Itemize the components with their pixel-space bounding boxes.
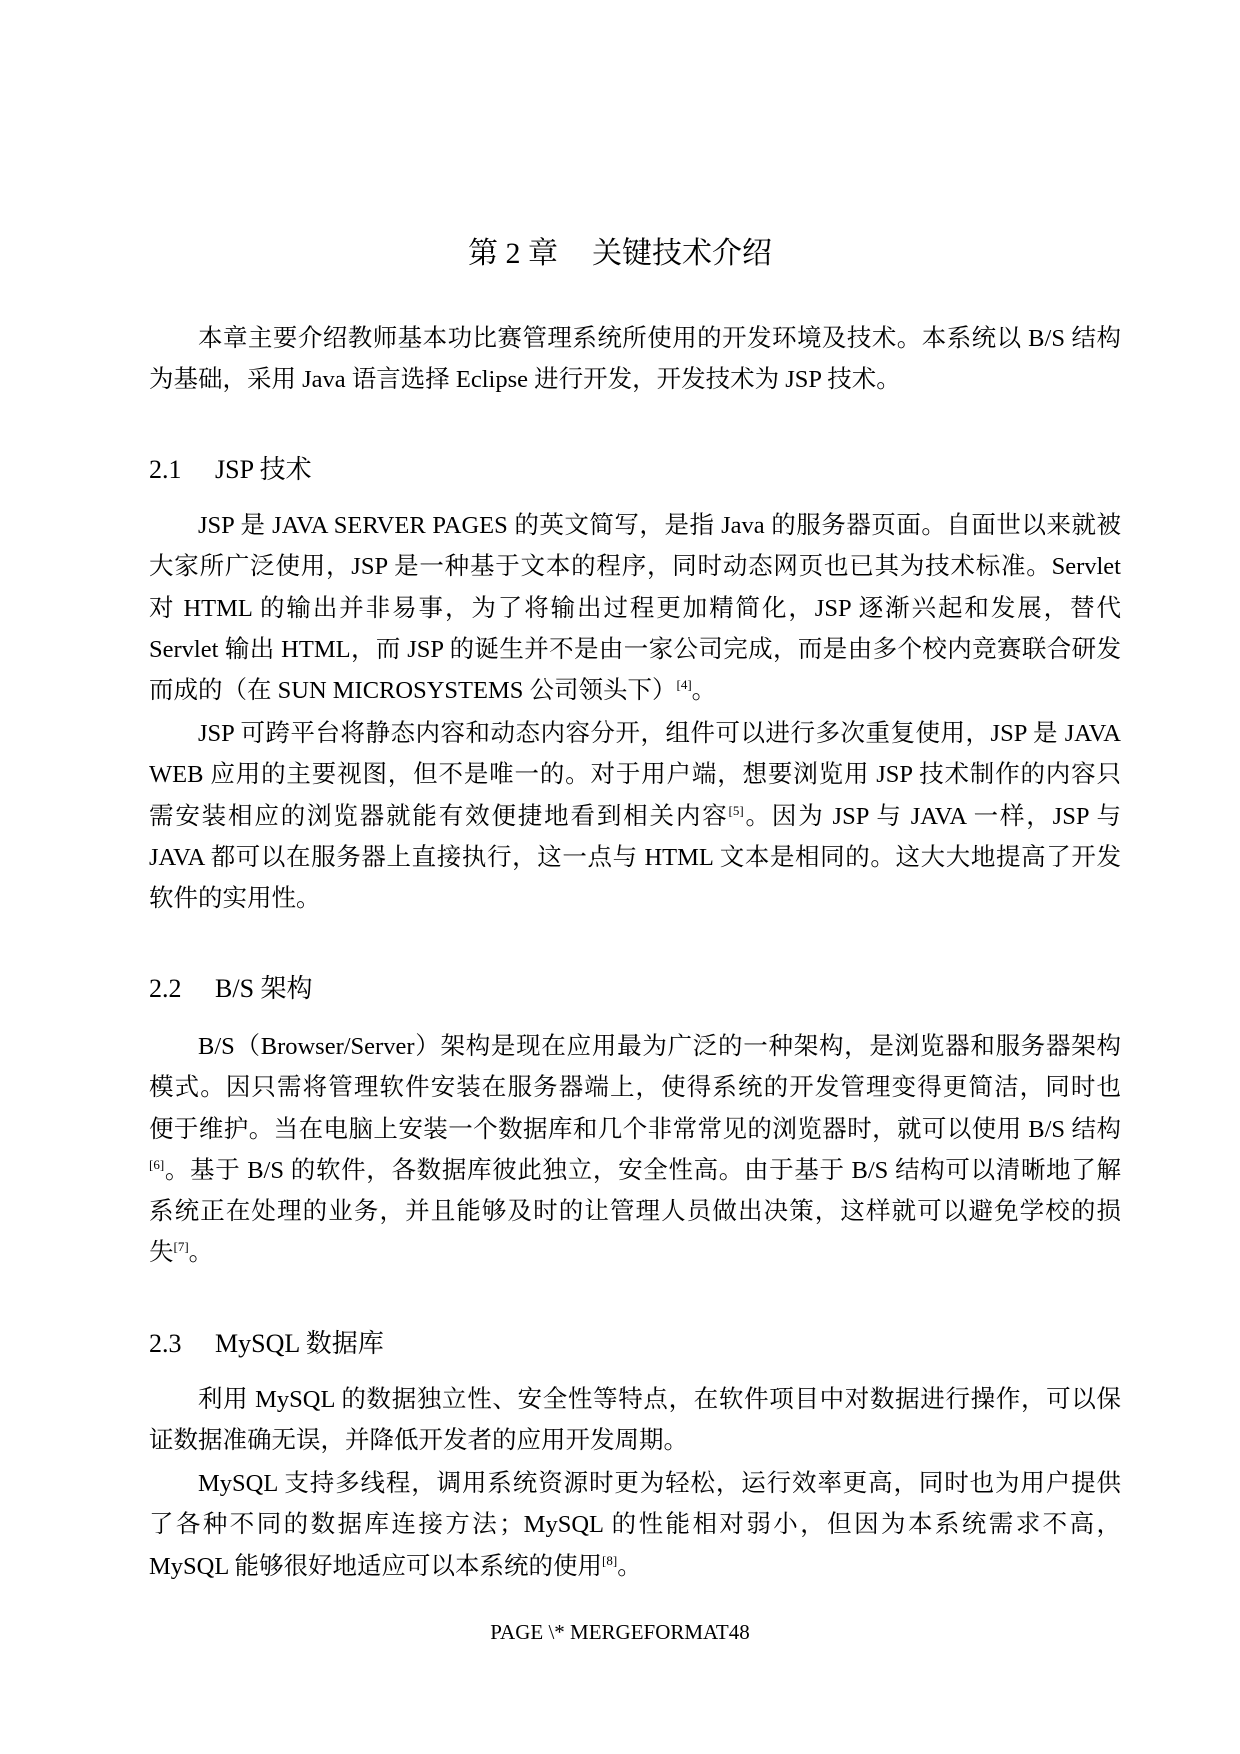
citation-ref: [4] (676, 677, 692, 693)
text-line (149, 1109, 1121, 1150)
line-text: JSP 可跨平台将静态内容和动态内容分开，组件可以进行多次重复使用，JSP 是 JAVA (198, 720, 1121, 747)
citation-ref: [7] (173, 1239, 189, 1255)
text-line (149, 588, 1121, 629)
line-text: 。 (188, 1239, 214, 1267)
line-text: 。基于 B/S 的软件，各数据库彼此独立，安全性高。由于基于 B/S 结构可以清晰地了解 (164, 1156, 1121, 1184)
text-line (149, 1379, 1121, 1420)
section-title: B/S 架构 (215, 974, 313, 1003)
text-line (149, 1026, 1121, 1067)
section-title: MySQL 数据库 (215, 1329, 384, 1358)
chapter-title (0, 234, 1240, 274)
page-footer: PAGE \* MERGEFORMAT48 (490, 1620, 750, 1644)
text-line (149, 1420, 1121, 1461)
line-text: 了各种不同的数据库连接方法；MySQL 的性能相对弱小，但因为本系统需求不高， (149, 1511, 1121, 1539)
text-line (149, 546, 1121, 587)
paragraph (149, 1026, 1121, 1274)
text-line (149, 796, 1121, 837)
citation-ref: [5] (728, 802, 744, 818)
line-text: B/S（Browser/Server）架构是现在应用最为广泛的一种架构，是浏览器和服务器架构 (198, 1033, 1121, 1060)
line-text: 大家所广泛使用，JSP 是一种基于文本的程序，同时动态网页也已其为技术标准。Servlet (149, 553, 1121, 581)
text-line (149, 754, 1121, 795)
text-line (149, 670, 1121, 711)
section-number: 2.3 (149, 1329, 182, 1358)
line-text: 失 (149, 1239, 174, 1267)
text-line (149, 1232, 1121, 1273)
line-text: 。 (691, 677, 717, 705)
text-line (149, 1150, 1121, 1191)
line-text: 而成的（在 SUN MICROSYSTEMS 公司领头下） (149, 677, 677, 705)
text-line (149, 1067, 1121, 1108)
text-line (149, 1546, 1121, 1587)
section-heading (149, 971, 313, 1007)
text-line (149, 1504, 1121, 1545)
line-text: 利用 MySQL 的数据独立性、安全性等特点，在软件项目中对数据进行操作，可以保 (198, 1386, 1121, 1413)
line-text: 。因为 JSP 与 JAVA 一样，JSP 与 (743, 802, 1121, 830)
line-text: WEB 应用的主要视图，但不是唯一的。对于用户端，想要浏览用 JSP 技术制作的内容只 (149, 761, 1121, 789)
text-line (149, 318, 1121, 359)
line-text: 模式。因只需将管理软件安装在服务器端上，使得系统的开发管理变得更简洁，同时也 (149, 1074, 1121, 1102)
text-line (149, 629, 1121, 670)
line-text: 便于维护。当在电脑上安装一个数据库和几个非常常见的浏览器时，就可以使用 B/S 结构 (149, 1115, 1121, 1143)
paragraph (149, 505, 1121, 711)
section-title: JSP 技术 (215, 455, 312, 484)
text-line (149, 713, 1121, 754)
section-number: 2.2 (149, 974, 182, 1003)
line-text: 对 HTML 的输出并非易事，为了将输出过程更加精简化，JSP 逐渐兴起和发展，替代 (149, 594, 1121, 622)
chapter-title-text: 关键技术介绍 (592, 237, 772, 270)
line-text: Servlet 输出 HTML，而 JSP 的诞生并不是由一家公司完成，而是由多个校内竞赛联合研发 (149, 635, 1121, 663)
text-line (149, 359, 1121, 400)
line-text: 软件的实用性。 (149, 885, 321, 913)
section-number: 2.1 (149, 455, 182, 484)
line-text: JSP 是 JAVA SERVER PAGES 的英文简写，是指 Java 的服务器页面。自面世以来就被 (198, 512, 1121, 539)
line-text: MySQL 能够很好地适应可以本系统的使用 (149, 1552, 603, 1580)
line-text: MySQL 支持多线程，调用系统资源时更为轻松，运行效率更高，同时也为用户提供 (198, 1470, 1121, 1497)
line-text: 本章主要介绍教师基本功比赛管理系统所使用的开发环境及技术。本系统以 B/S 结构 (198, 325, 1121, 352)
text-line (149, 505, 1121, 546)
section-heading (149, 452, 312, 488)
paragraph (149, 318, 1121, 401)
paragraph (149, 1463, 1121, 1587)
text-line (149, 837, 1121, 878)
line-text: 为基础，采用 Java 语言选择 Eclipse 进行开发，开发技术为 JSP 技术。 (149, 366, 901, 394)
line-text: 证数据准确无误，并降低开发者的应用开发周期。 (149, 1427, 688, 1455)
text-line (149, 1463, 1121, 1504)
chapter-number: 第 2 章 (468, 237, 558, 270)
text-line (149, 1191, 1121, 1232)
line-text: JAVA 都可以在服务器上直接执行，这一点与 HTML 文本是相同的。这大大地提高了开发 (149, 843, 1121, 871)
section-heading (149, 1326, 384, 1362)
paragraph (149, 1379, 1121, 1462)
citation-ref: [6] (149, 1156, 165, 1172)
line-text: 需安装相应的浏览器就能有效便捷地看到相关内容 (149, 802, 729, 830)
text-line (149, 878, 1121, 919)
citation-ref: [8] (602, 1552, 618, 1568)
line-text: 系统正在处理的业务，并且能够及时的让管理人员做出决策，这样就可以避免学校的损 (149, 1198, 1121, 1226)
line-text: 。 (617, 1552, 642, 1580)
paragraph (149, 713, 1121, 919)
